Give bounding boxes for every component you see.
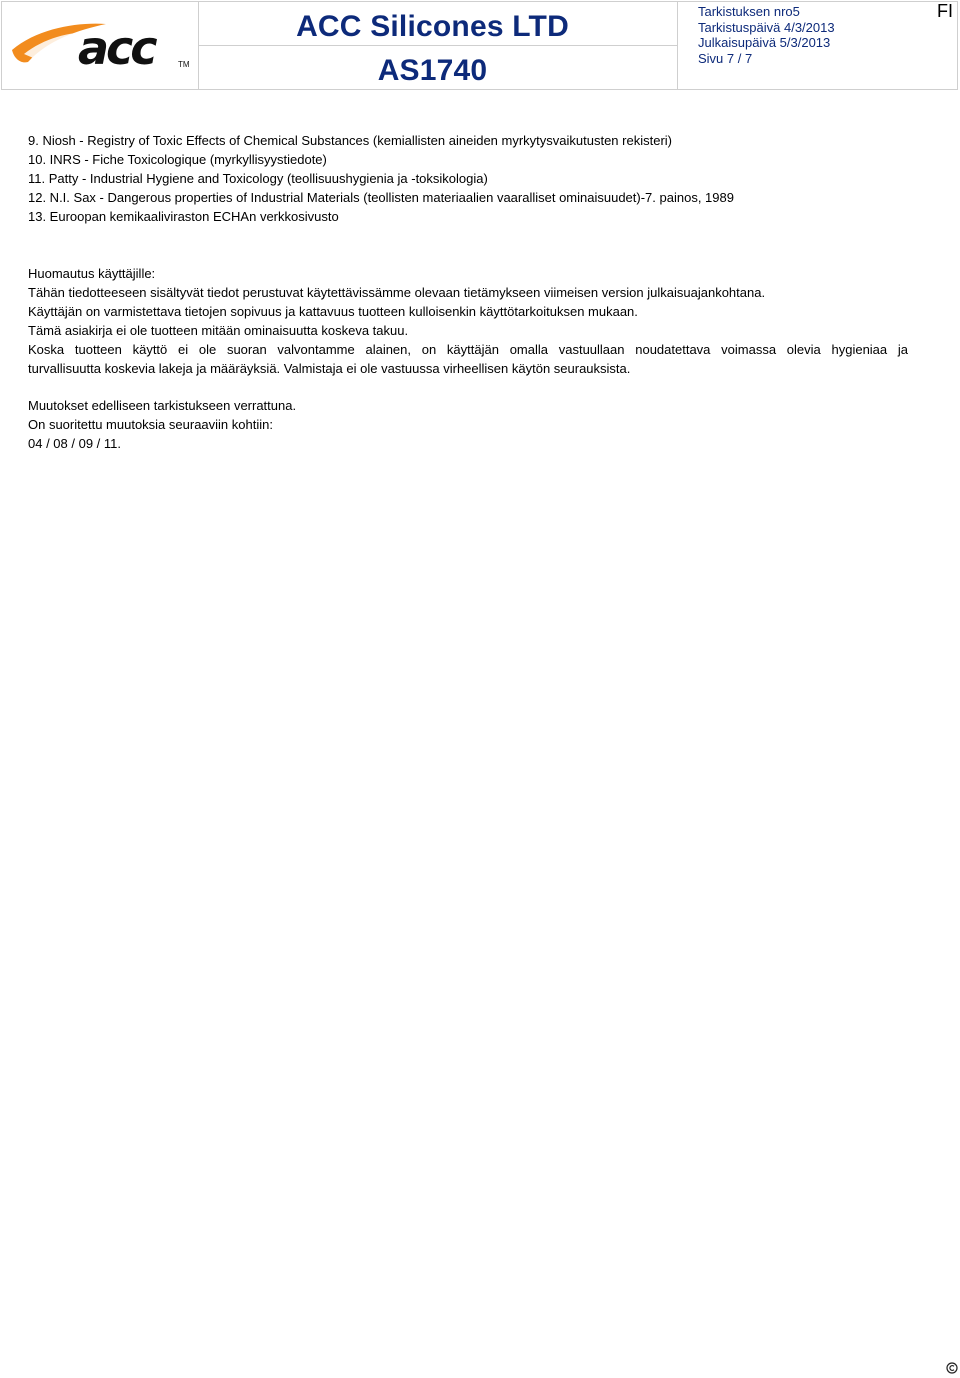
document-body [28,131,908,453]
notice-text: turvallisuutta koskevia lakeja ja määräyksiä. Valmistaja ei ole vastuussa virheellisen käytön seurauksista. [28,361,631,376]
changes-text: Muutokset edelliseen tarkistukseen verrattuna. [28,398,297,413]
page-number: Sivu 7 / 7 [698,50,753,66]
notice-text: Tämä asiakirja ei ole tuotteen mitään ominaisuutta koskeva takuu. [28,323,409,338]
company-name: ACC Silicones LTD [296,10,569,43]
changed-sections: 04 / 08 / 09 / 11. [28,436,121,451]
revision-date: Tarkistuspäivä 4/3/2013 [698,19,835,35]
reference-item: 10. INRS - Fiche Toxicologique (myrkyllisyystiedote) [28,152,327,167]
notice-text: Käyttäjän on varmistettava tietojen sopivuus ja kattavuus tuotteen kulloisenkin käyttötarkoituksen mukaan. [28,304,638,319]
revision-changes [28,396,908,453]
issue-date: Julkaisupäivä 5/3/2013 [698,35,831,50]
notice-title: Huomautus käyttäjille: [28,266,156,281]
header-divider [198,45,678,46]
reference-item: 12. N.I. Sax - Dangerous properties of Industrial Materials (teollisten materiaalien vaaralliset ominaisuudet)-7. painos, 1989 [28,190,734,205]
notice-text: Koska tuotteen käyttö ei ole suoran valvontamme alainen, on käyttäjän omalla vastuullaan noudatettava voimassa olevia hygieniaa ja [28,342,908,357]
document-header [0,0,960,92]
references-list [28,131,908,226]
acc-logo-icon [8,14,198,74]
acc-logo [8,14,198,74]
changes-text: On suoritettu muutoksia seuraaviin kohtiin: [28,417,273,432]
user-notice [28,264,908,378]
reference-item: 13. Euroopan kemikaaliviraston ECHAn verkkosivusto [28,209,339,224]
trademark-mark: TM [178,60,190,69]
revision-number: Tarkistuksen nro5 [698,4,800,19]
product-code: AS1740 [377,54,488,87]
svg-text:acc: acc [78,21,155,74]
notice-text: Tähän tiedotteeseen sisältyvät tiedot perustuvat käytettävissämme olevaan tietämykseen viimeisen version julkaisuajankohtana. [28,285,766,300]
language-code: FI [937,1,953,21]
reference-item: 11. Patty - Industrial Hygiene and Toxicology (teollisuushygienia ja -toksikologia) [28,171,488,186]
revision-info [698,4,835,66]
reference-item: 9. Niosh - Registry of Toxic Effects of Chemical Substances (kemiallisten aineiden myrkytysvaikutusten rekisteri) [28,133,672,148]
copyright-icon [946,1362,958,1374]
